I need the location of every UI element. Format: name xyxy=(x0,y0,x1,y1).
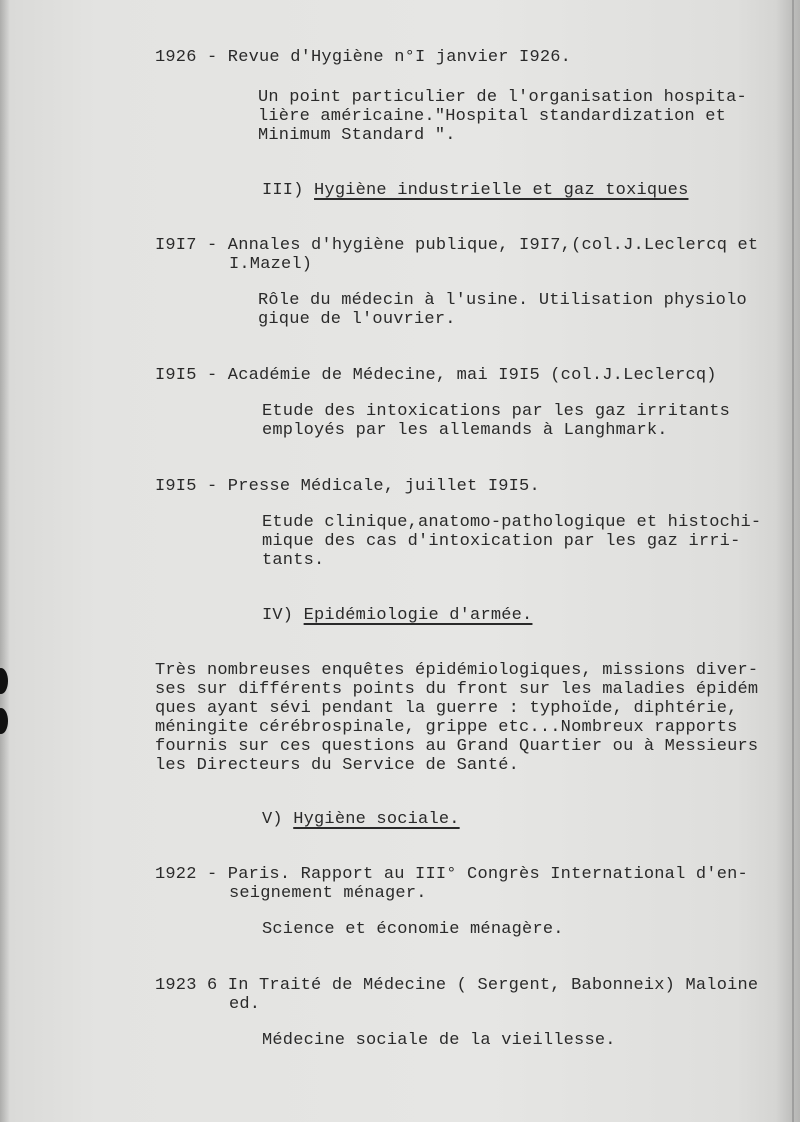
entry-1915-presse-desc-3: tants. xyxy=(262,551,325,570)
page-left-shadow xyxy=(0,0,10,1122)
entry-1926-heading: 1926 - Revue d'Hygiène n°I janvier I926. xyxy=(155,48,572,67)
entry-1926-desc-3: Minimum Standard ". xyxy=(258,126,456,145)
section-iv-heading xyxy=(262,606,532,625)
epidemiology-paragraph-line: ses sur différents points du front sur les maladies épidém xyxy=(155,680,759,699)
entry-1917-heading-1: I9I7 - Annales d'hygiène publique, I9I7,(col.J.Leclercq et xyxy=(155,236,759,255)
entry-1926-desc-1: Un point particulier de l'organisation hospita- xyxy=(258,88,747,107)
section-iv-number: IV) xyxy=(262,606,294,625)
entry-1926-desc-2: lière américaine."Hospital standardization et xyxy=(258,107,727,126)
section-iv-title: Epidémiologie d'armée. xyxy=(303,606,533,625)
entry-1922-heading-1: 1922 - Paris. Rapport au III° Congrès International d'en- xyxy=(155,865,748,884)
entry-1923-heading-2: ed. xyxy=(229,995,261,1014)
section-iii-title: Hygiène industrielle et gaz toxiques xyxy=(314,181,689,200)
section-iii-heading xyxy=(262,181,688,200)
entry-1923-desc-1: Médecine sociale de la vieillesse. xyxy=(262,1031,616,1050)
epidemiology-paragraph-line: fournis sur ces questions au Grand Quartier ou à Messieurs xyxy=(155,737,759,756)
section-v-heading xyxy=(262,810,460,829)
section-v-number: V) xyxy=(262,810,283,829)
entry-1923-heading-1: 1923 6 In Traité de Médecine ( Sergent, Babonneix) Maloine xyxy=(155,976,759,995)
entry-1915-academie-heading: I9I5 - Académie de Médecine, mai I9I5 (col.J.Leclercq) xyxy=(155,366,717,385)
epidemiology-paragraph-line: les Directeurs du Service de Santé. xyxy=(155,756,520,775)
page-right-shadow xyxy=(776,0,800,1122)
entry-1922-desc-1: Science et économie ménagère. xyxy=(262,920,564,939)
entry-1922-heading-2: seignement ménager. xyxy=(229,884,427,903)
entry-1915-academie-desc-1: Etude des intoxications par les gaz irritants xyxy=(262,402,731,421)
epidemiology-paragraph-line: ques ayant sévi pendant la guerre : typhoïde, diphtérie, xyxy=(155,699,738,718)
entry-1915-academie-desc-2: employés par les allemands à Langhmark. xyxy=(262,421,668,440)
entry-1915-presse-desc-1: Etude clinique,anatomo-pathologique et histochi- xyxy=(262,513,762,532)
entry-1917-desc-1: Rôle du médecin à l'usine. Utilisation physiolo xyxy=(258,291,747,310)
entry-1915-presse-desc-2: mique des cas d'intoxication par les gaz irri- xyxy=(262,532,741,551)
epidemiology-paragraph-line: méningite cérébrospinale, grippe etc...Nombreux rapports xyxy=(155,718,738,737)
entry-1917-heading-2: I.Mazel) xyxy=(229,255,313,274)
entry-1917-desc-2: gique de l'ouvrier. xyxy=(258,310,456,329)
page-edge-line xyxy=(792,0,794,1122)
epidemiology-paragraph-line: Très nombreuses enquêtes épidémiologiques, missions diver- xyxy=(155,661,759,680)
section-v-title: Hygiène sociale. xyxy=(293,810,460,829)
entry-1915-presse-heading: I9I5 - Presse Médicale, juillet I9I5. xyxy=(155,477,540,496)
section-iii-number: III) xyxy=(262,181,304,200)
